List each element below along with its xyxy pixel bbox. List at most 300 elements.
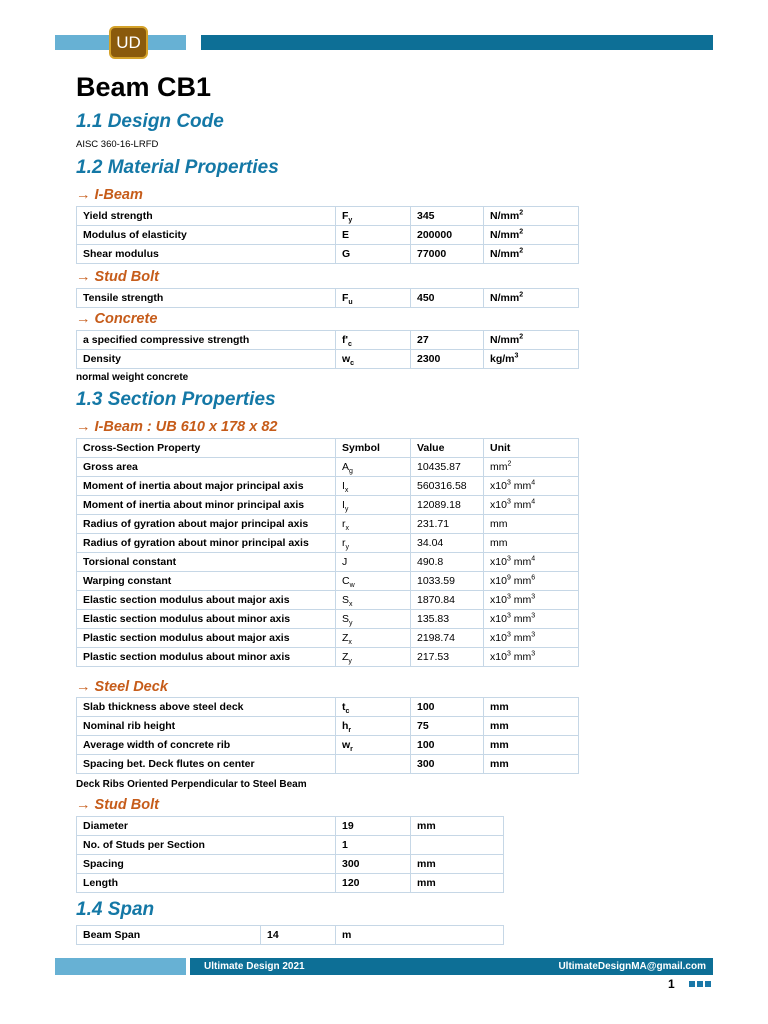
value-cell [336, 874, 411, 893]
unit-superscript: 3 [506, 650, 511, 658]
table-row [77, 572, 579, 591]
footer-title: Ultimate Design 2021 [204, 961, 305, 972]
symbol: I [342, 499, 345, 511]
symbol-cell [336, 207, 411, 226]
value-cell [411, 226, 484, 245]
value-cell [336, 817, 411, 836]
table-row [77, 331, 579, 350]
value-cell [411, 717, 484, 736]
symbol: C [342, 575, 350, 587]
unit-superscript: 3 [506, 555, 511, 563]
unit: mm [490, 461, 508, 473]
label-cell [77, 874, 336, 893]
symbol-subscript: y [344, 506, 349, 514]
value-cell [411, 515, 484, 534]
unit-cell [484, 717, 579, 736]
unit-superscript: 2 [519, 333, 524, 341]
stud-value: 120 [342, 877, 360, 889]
property-cell [77, 331, 336, 350]
value-cell [411, 591, 484, 610]
stud-label: Diameter [83, 820, 128, 832]
ibeam-material-table [76, 206, 579, 264]
table-row [77, 553, 579, 572]
heading-section-properties: 1.3 Section Properties [76, 389, 276, 410]
symbol: w [342, 353, 351, 365]
span-value: 14 [261, 926, 336, 945]
unit-cell [484, 331, 579, 350]
symbol-subscript: y [348, 217, 353, 225]
symbol: w [342, 739, 351, 751]
unit-superscript: 2 [507, 460, 512, 468]
unit-cell [484, 698, 579, 717]
property-label: Average width of concrete rib [83, 739, 231, 751]
symbol-cell [336, 458, 411, 477]
stud-unit: mm [417, 877, 436, 889]
property-value: 2300 [417, 353, 441, 365]
symbol: S [342, 594, 350, 606]
unit-cell [484, 515, 579, 534]
symbol: r [342, 518, 346, 530]
property-cell [77, 553, 336, 572]
symbol: G [342, 248, 351, 260]
symbol: r [342, 537, 346, 549]
section-properties-body [77, 439, 579, 667]
symbol: Z [342, 632, 349, 644]
symbol-subscript: x [344, 487, 349, 495]
value-cell [411, 648, 484, 667]
symbol-cell [336, 534, 411, 553]
table-header-row [77, 439, 579, 458]
property-label: Plastic section modulus about major axis [83, 632, 290, 644]
symbol-subscript: r [348, 727, 352, 735]
unit-secondary: mm [510, 594, 532, 606]
table-row [77, 245, 579, 264]
property-cell [77, 350, 336, 369]
property-label: Gross area [83, 461, 138, 473]
page-marker-square [705, 981, 711, 987]
unit: x10 [490, 499, 507, 511]
stud-value: 19 [342, 820, 354, 832]
subheading-steel-deck: → Steel Deck [76, 679, 168, 695]
symbol-cell [336, 572, 411, 591]
property-value: 217.53 [417, 651, 450, 663]
symbol-cell [336, 648, 411, 667]
symbol: F [342, 292, 349, 304]
property-value: 34.04 [417, 537, 444, 549]
unit-secondary: mm [510, 575, 532, 587]
property-value: 345 [417, 210, 435, 222]
symbol: J [342, 556, 348, 568]
unit: mm [490, 518, 508, 530]
property-value: 10435.87 [417, 461, 461, 473]
table-row [77, 629, 579, 648]
unit-cell [484, 226, 579, 245]
header-property: Cross-Section Property [77, 439, 336, 458]
property-cell [77, 572, 336, 591]
table-row [77, 350, 579, 369]
symbol-subscript: g [349, 468, 353, 476]
stud-label: No. of Studs per Section [83, 839, 205, 851]
unit: kg/m [490, 353, 515, 365]
unit-cell [484, 477, 579, 496]
property-value: 231.71 [417, 518, 450, 530]
unit-cell [484, 534, 579, 553]
value-cell [411, 629, 484, 648]
property-label: Tensile strength [83, 292, 164, 304]
property-cell [77, 245, 336, 264]
property-label: Shear modulus [83, 248, 159, 260]
symbol: A [342, 461, 350, 473]
value-cell [411, 610, 484, 629]
symbol-subscript: y [345, 544, 349, 552]
unit-secondary-superscript: 4 [531, 479, 536, 487]
property-label: Elastic section modulus about minor axis [83, 613, 291, 625]
stud-unit: mm [417, 858, 436, 870]
property-value: 12089.18 [417, 499, 461, 511]
symbol-subscript: x [345, 525, 349, 533]
concrete-note: normal weight concrete [76, 372, 189, 383]
unit: x10 [490, 480, 507, 492]
symbol-cell [336, 477, 411, 496]
ibeam-material-body [77, 207, 579, 264]
value-cell [411, 331, 484, 350]
subheading-stud-bolt-2: → Stud Bolt [76, 797, 159, 813]
unit: x10 [490, 575, 507, 587]
property-cell [77, 226, 336, 245]
symbol-subscript: x [349, 601, 353, 609]
symbol-cell [336, 350, 411, 369]
stud-label: Spacing [83, 858, 124, 870]
property-label: Density [83, 353, 121, 365]
table-row [77, 534, 579, 553]
property-label: Moment of inertia about major principal axis [83, 480, 304, 492]
unit: x10 [490, 594, 507, 606]
value-cell [411, 245, 484, 264]
property-value: 100 [417, 739, 435, 751]
table-row [77, 855, 504, 874]
value-cell [411, 496, 484, 515]
subheading-ibeam: → I-Beam [76, 187, 143, 203]
table-row [77, 226, 579, 245]
symbol-cell [336, 496, 411, 515]
property-cell [77, 534, 336, 553]
concrete-material-body [77, 331, 579, 369]
property-label: Warping constant [83, 575, 172, 587]
symbol-cell [336, 591, 411, 610]
property-cell [77, 496, 336, 515]
unit-cell [484, 591, 579, 610]
page-number: 1 [668, 977, 675, 991]
property-label: Moment of inertia about minor principal axis [83, 499, 305, 511]
table-row [77, 736, 579, 755]
unit-secondary-superscript: 3 [531, 612, 536, 620]
value-cell [411, 755, 484, 774]
stud-material-body [77, 289, 579, 308]
property-value: 27 [417, 334, 429, 346]
property-label: Nominal rib height [83, 720, 176, 732]
unit-superscript: 3 [514, 352, 519, 360]
page-marker-square [689, 981, 695, 987]
unit-cell [484, 648, 579, 667]
heading-material-properties: 1.2 Material Properties [76, 157, 279, 178]
table-row [77, 477, 579, 496]
property-label: Radius of gyration about minor principal axis [83, 537, 309, 549]
label-cell [77, 836, 336, 855]
steel-deck-table [76, 697, 579, 774]
property-cell [77, 207, 336, 226]
stud-material-table [76, 288, 579, 308]
property-label: Radius of gyration about major principal axis [83, 518, 309, 530]
unit-superscript: 9 [506, 574, 511, 582]
unit-secondary: mm [510, 480, 532, 492]
design-code-value: AISC 360-16-LRFD [76, 139, 159, 150]
property-cell [77, 477, 336, 496]
property-value: 200000 [417, 229, 453, 241]
symbol-subscript: c [350, 360, 355, 368]
unit: N/mm [490, 334, 520, 346]
table-row [77, 698, 579, 717]
table-row [77, 817, 504, 836]
label-cell [77, 855, 336, 874]
property-value: 560316.58 [417, 480, 467, 492]
unit-secondary-superscript: 3 [531, 631, 536, 639]
unit: N/mm [490, 248, 520, 260]
stud-bolt-body [77, 817, 504, 893]
symbol-cell [336, 331, 411, 350]
table-row [77, 874, 504, 893]
value-cell [411, 736, 484, 755]
unit-secondary-superscript: 6 [531, 574, 536, 582]
label-cell [77, 817, 336, 836]
property-label: Yield strength [83, 210, 153, 222]
symbol-cell [336, 610, 411, 629]
unit-cell [484, 350, 579, 369]
unit-superscript: 3 [506, 479, 511, 487]
property-cell [77, 591, 336, 610]
symbol-subscript: y [349, 620, 353, 628]
unit-secondary: mm [510, 651, 532, 663]
unit-cell [484, 629, 579, 648]
table-row [77, 610, 579, 629]
unit-cell [484, 289, 579, 308]
property-label: Slab thickness above steel deck [83, 701, 244, 713]
symbol-subscript: r [350, 746, 353, 754]
symbol: h [342, 720, 349, 732]
unit-cell [411, 836, 504, 855]
page-title: Beam CB1 [76, 72, 212, 102]
header-symbol: Symbol [336, 439, 411, 458]
value-cell [411, 477, 484, 496]
subheading-ibeam-section: → I-Beam : UB 610 x 178 x 82 [76, 419, 278, 435]
property-value: 75 [417, 720, 429, 732]
table-row [77, 515, 579, 534]
subheading-concrete: → Concrete [76, 311, 158, 327]
footer-bar [190, 958, 713, 975]
property-value: 1870.84 [417, 594, 455, 606]
symbol: t [342, 701, 346, 713]
unit-cell [411, 817, 504, 836]
unit-cell [484, 736, 579, 755]
value-cell [411, 553, 484, 572]
unit-cell [484, 572, 579, 591]
property-value: 450 [417, 292, 435, 304]
property-value: 100 [417, 701, 435, 713]
unit-superscript: 2 [519, 291, 524, 299]
symbol-cell [336, 226, 411, 245]
unit-superscript: 2 [519, 209, 524, 217]
table-row [77, 496, 579, 515]
table-row [77, 926, 504, 945]
unit-superscript: 3 [506, 631, 511, 639]
value-cell [411, 698, 484, 717]
symbol-cell [336, 717, 411, 736]
value-cell [336, 855, 411, 874]
span-unit: m [336, 926, 504, 945]
symbol-cell [336, 755, 411, 774]
table-row [77, 648, 579, 667]
stud-bolt-table [76, 816, 504, 893]
property-cell [77, 717, 336, 736]
property-cell [77, 629, 336, 648]
unit: mm [490, 537, 508, 549]
table-row [77, 289, 579, 308]
table-row [77, 717, 579, 736]
symbol: Z [342, 651, 349, 663]
property-cell [77, 610, 336, 629]
unit-superscript: 3 [506, 593, 511, 601]
footer-email: UltimateDesignMA@gmail.com [558, 961, 706, 972]
symbol-subscript: x [348, 639, 352, 647]
unit-cell [484, 245, 579, 264]
property-cell [77, 458, 336, 477]
property-value: 77000 [417, 248, 447, 260]
span-table [76, 925, 504, 945]
value-cell [411, 534, 484, 553]
header-bar-right [201, 35, 713, 50]
table-row [77, 591, 579, 610]
logo: UD [109, 26, 148, 59]
property-label: Elastic section modulus about major axis [83, 594, 290, 606]
unit-superscript: 3 [506, 498, 511, 506]
unit: x10 [490, 651, 507, 663]
value-cell [336, 836, 411, 855]
symbol-subscript: u [348, 299, 353, 307]
stud-unit: mm [417, 820, 436, 832]
symbol: S [342, 613, 350, 625]
unit: mm [490, 720, 509, 732]
unit: N/mm [490, 229, 520, 241]
unit-cell [484, 610, 579, 629]
unit-cell [484, 207, 579, 226]
symbol-cell [336, 245, 411, 264]
unit-cell [484, 458, 579, 477]
stud-label: Length [83, 877, 118, 889]
unit-secondary: mm [510, 556, 532, 568]
unit: mm [490, 758, 509, 770]
unit-secondary-superscript: 4 [531, 555, 536, 563]
unit-cell [411, 874, 504, 893]
table-row [77, 207, 579, 226]
unit: N/mm [490, 292, 520, 304]
property-cell [77, 289, 336, 308]
property-label: Plastic section modulus about minor axis [83, 651, 291, 663]
value-cell [411, 350, 484, 369]
property-value: 1033.59 [417, 575, 455, 587]
heading-span: 1.4 Span [76, 899, 155, 920]
concrete-material-table [76, 330, 579, 369]
property-cell [77, 698, 336, 717]
page-marker-square [697, 981, 703, 987]
unit-superscript: 2 [519, 228, 524, 236]
unit-secondary-superscript: 3 [531, 650, 536, 658]
heading-design-code: 1.1 Design Code [76, 111, 224, 132]
value-cell [411, 207, 484, 226]
unit: x10 [490, 556, 507, 568]
unit-secondary-superscript: 4 [531, 498, 536, 506]
value-cell [411, 289, 484, 308]
unit-cell [484, 755, 579, 774]
property-value: 300 [417, 758, 435, 770]
stud-value: 1 [342, 839, 348, 851]
property-value: 490.8 [417, 556, 444, 568]
symbol-subscript: y [348, 658, 352, 666]
symbol-cell [336, 289, 411, 308]
subheading-stud-bolt: → Stud Bolt [76, 269, 159, 285]
property-cell [77, 736, 336, 755]
symbol-cell [336, 736, 411, 755]
section-properties-table [76, 438, 579, 667]
property-value: 135.83 [417, 613, 450, 625]
property-label: a specified compressive strength [83, 334, 250, 346]
value-cell [411, 572, 484, 591]
unit: mm [490, 739, 509, 751]
property-label: Modulus of elasticity [83, 229, 187, 241]
unit-superscript: 3 [506, 612, 511, 620]
unit-cell [484, 496, 579, 515]
table-row [77, 836, 504, 855]
unit-superscript: 2 [519, 247, 524, 255]
symbol: f' [342, 334, 348, 346]
header-unit: Unit [484, 439, 579, 458]
property-cell [77, 648, 336, 667]
unit-secondary: mm [510, 613, 532, 625]
property-label: Spacing bet. Deck flutes on center [83, 758, 255, 770]
symbol: I [342, 480, 345, 492]
symbol-subscript: c [345, 708, 350, 716]
unit: x10 [490, 613, 507, 625]
symbol-cell [336, 515, 411, 534]
unit: N/mm [490, 210, 520, 222]
header-value: Value [411, 439, 484, 458]
steel-deck-body [77, 698, 579, 774]
table-row [77, 458, 579, 477]
unit-cell [411, 855, 504, 874]
property-value: 2198.74 [417, 632, 455, 644]
deck-note: Deck Ribs Oriented Perpendicular to Steel Beam [76, 779, 307, 790]
symbol: F [342, 210, 349, 222]
symbol-subscript: w [349, 582, 355, 590]
table-row [77, 755, 579, 774]
value-cell [411, 458, 484, 477]
property-cell [77, 755, 336, 774]
span-label: Beam Span [77, 926, 261, 945]
unit: mm [490, 701, 509, 713]
footer-bar-left [55, 958, 186, 975]
stud-value: 300 [342, 858, 360, 870]
unit-cell [484, 553, 579, 572]
unit-secondary-superscript: 3 [531, 593, 536, 601]
unit: x10 [490, 632, 507, 644]
